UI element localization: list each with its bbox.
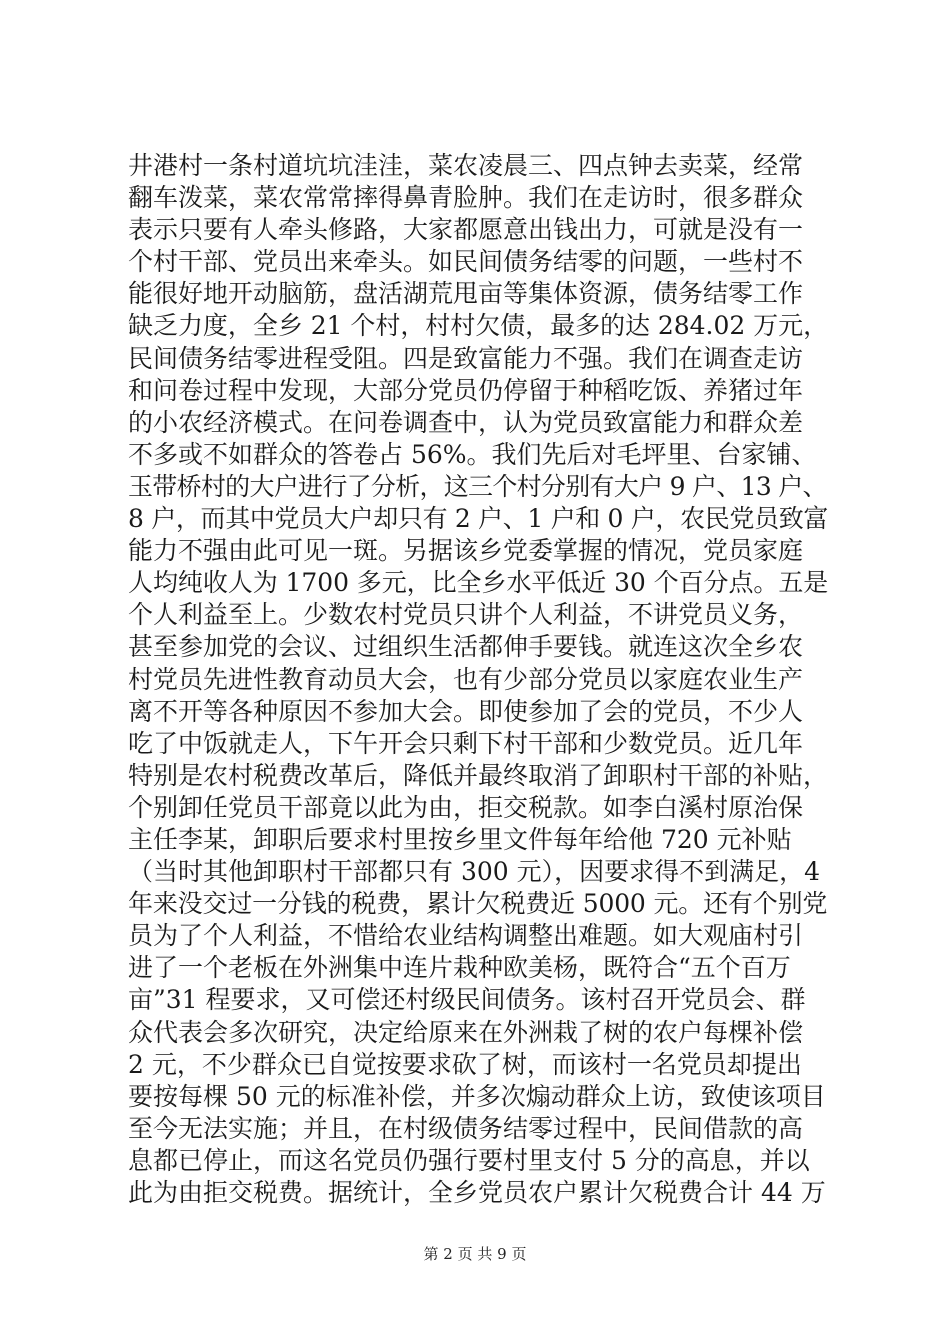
text-line: 2 元，不少群众已自觉按要求砍了树，而该村一名党员却提出 (128, 1049, 802, 1079)
text-line: 缺乏力度，全乡 21 个村，村村欠债，最多的达 284.02 万元， (128, 311, 829, 341)
text-line: 不多或不如群众的答卷占 56%。我们先后对毛坪里、台家铺、 (128, 439, 817, 469)
text-line: 和问卷过程中发现，大部分党员仍停留于种稻吃饭、养猪过年 (128, 375, 804, 405)
text-line: 进了一个老板在外洲集中连片栽种欧美杨，既符合“五个百万 (128, 953, 791, 983)
text-line: 的小农经济模式。在问卷调查中，认为党员致富能力和群众差 (128, 407, 804, 437)
text-line: （当时其他卸职村干部都只有 300 元），因要求得不到满足，4 (128, 857, 821, 887)
text-line: 此为由拒交税费。据统计，全乡党员农户累计欠税费合计 44 万 (128, 1178, 826, 1207)
text-line: 村党员先进性教育动员大会，也有少部分党员以家庭农业生产 (128, 664, 804, 694)
text-line: 要按每棵 50 元的标准补偿，并多次煽动群众上访，致使该项目 (128, 1081, 826, 1111)
text-line: 能力不强由此可见一斑。另据该乡党委掌握的情况，党员家庭 (128, 536, 804, 566)
text-line: 翻车泼菜，菜农常常摔得鼻青脸肿。我们在走访时，很多群众 (128, 183, 804, 213)
text-line: 民间债务结零进程受阻。四是致富能力不强。我们在调查走访 (128, 343, 804, 373)
text-line: 主任李某，卸职后要求村里按乡里文件每年给他 720 元补贴 (128, 824, 792, 854)
text-line: 8 户，而其中党员大户却只有 2 户、1 户和 0 户，农民党员致富 (128, 504, 829, 534)
text-line: 员为了个人利益，不惜给农业结构调整出难题。如大观庙村引 (128, 921, 804, 951)
text-line: 至今无法实施；并且，在村级债务结零过程中，民间借款的高 (128, 1113, 804, 1143)
text-line: 众代表会多次研究，决定给原来在外洲栽了树的农户每棵补偿 (128, 1017, 804, 1047)
body-text (128, 150, 828, 1209)
text-line: 表示只要有人牵头修路，大家都愿意出钱出力，可就是没有一 (128, 215, 804, 245)
text-line: 能很好地开动脑筋，盘活湖荒甩亩等集体资源，债务结零工作 (128, 279, 804, 309)
text-line: 个别卸任党员干部竟以此为由，拒交税款。如李白溪村原治保 (128, 792, 804, 822)
text-line: 息都已停止，而这名党员仍强行要村里支付 5 分的高息，并以 (128, 1145, 810, 1175)
text-line: 年来没交过一分钱的税费，累计欠税费近 5000 元。还有个别党 (128, 889, 828, 919)
text-line: 特别是农村税费改革后，降低并最终取消了卸职村干部的补贴， (128, 760, 829, 790)
text-line: 甚至参加党的会议、过组织生活都伸手要钱。就连这次全乡农 (128, 632, 804, 662)
text-line: 吃了中饭就走人，下午开会只剩下村干部和少数党员。近几年 (128, 728, 804, 758)
text-line: 离不开等各种原因不参加大会。即使参加了会的党员，不少人 (128, 696, 804, 726)
text-line: 个人利益至上。少数农村党员只讲个人利益，不讲党员义务， (128, 600, 804, 630)
text-line: 井港村一条村道坑坑洼洼，菜农凌晨三、四点钟去卖菜，经常 (128, 151, 804, 180)
text-line: 个村干部、党员出来牵头。如民间债务结零的问题，一些村不 (128, 247, 804, 277)
text-line: 人均纯收人为 1700 多元，比全乡水平低近 30 个百分点。五是 (128, 568, 829, 598)
text-line: 亩”31 程要求，又可偿还村级民间债务。该村召开党员会、群 (128, 985, 806, 1015)
page-footer: 第 2 页 共 9 页 (423, 1245, 527, 1263)
text-line: 玉带桥村的大户进行了分析，这三个村分别有大户 9 户、13 户、 (128, 471, 827, 501)
